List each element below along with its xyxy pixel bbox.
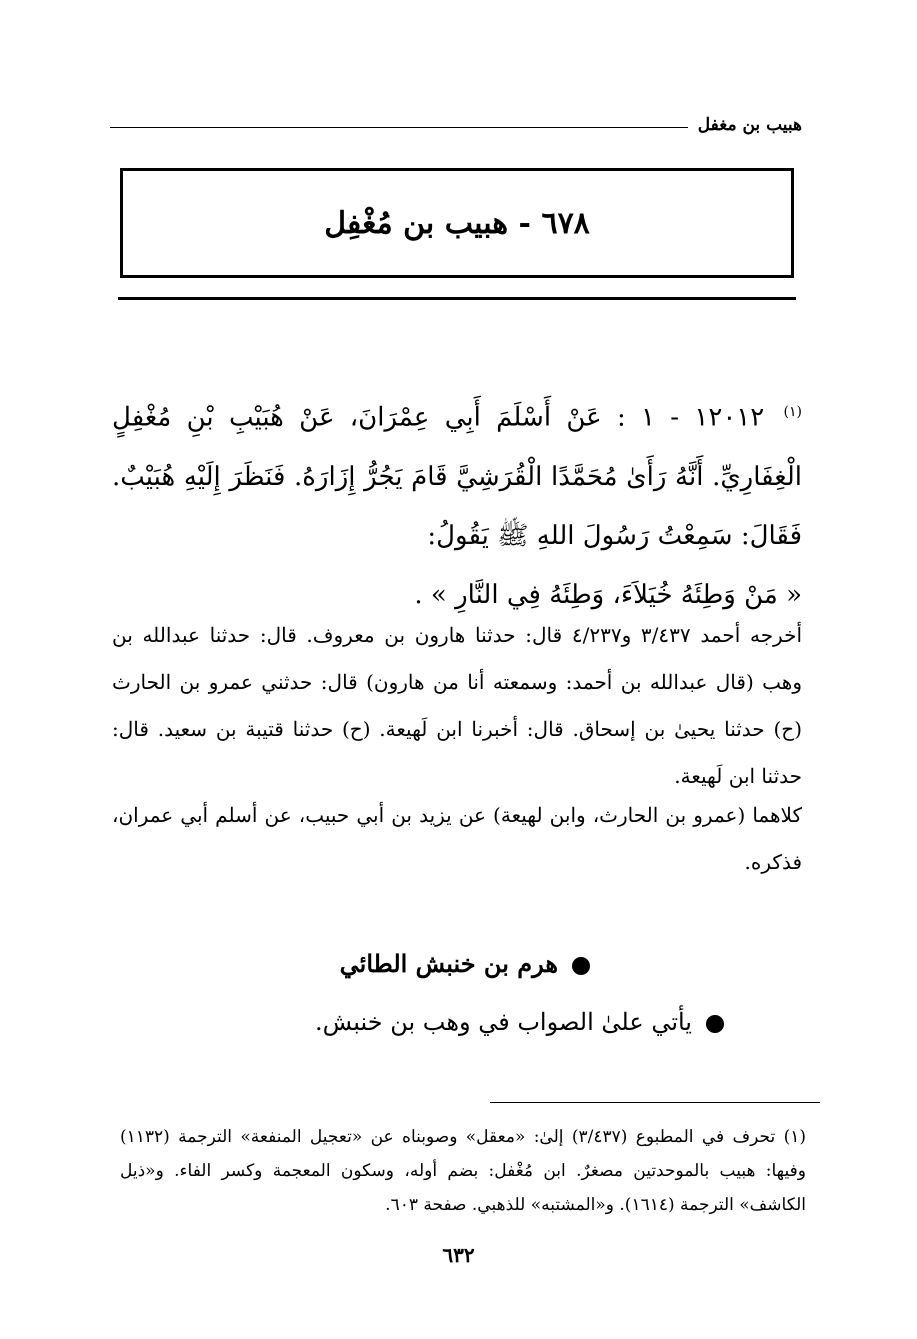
running-head-rule [110, 127, 688, 128]
entry-title-box [120, 168, 794, 278]
cross-reference-text: يأتي علىٰ الصواب في وهب بن خنبش. [315, 1008, 692, 1036]
footnote-marker[interactable]: (١) [783, 404, 802, 420]
prophetic-saying: « مَنْ وَطِئَهُ خُيَلاَءَ، وَطِئَهُ فِي النَّارِ » . [414, 579, 802, 610]
entry-title: ٦٧٨ - هبيب بن مُغْفِل [324, 205, 590, 241]
hadith-text [112, 383, 802, 625]
cross-reference-heading [112, 935, 802, 993]
bullet-icon [706, 1015, 724, 1033]
running-head-title: هبيب بن مغفل [697, 115, 802, 135]
cross-reference-note [112, 993, 802, 1051]
bullet-icon [572, 957, 590, 975]
takhrij-paragraph-1: أخرجه أحمد ٣/٤٣٧ و٤/٢٣٧ قال: حدثنا هارون بن معروف. قال: حدثنا عبدالله بن وهب (قال عبدالله بن أحمد: وسمعته أنا من هارون) قال: حدثني عمرو بن الحارث (ح) حدثنا يحيىٰ بن إسحاق. قال: أخبرنا ابن لَهيعة. (ح) حدثنا قتيبة بن سعيد. قال: حدثنا ابن لَهيعة. [112, 623, 803, 788]
footnote: (١) تحرف في المطبوع (٣/٤٣٧) إلىٰ: «معقل» وصوبناه عن «تعجيل المنفعة» الترجمة (١١٣٢) وفيها: هبيب بالموحدتين مصغرٌ. ابن مُغْفل: بضم أوله، وسكون المعجمة وكسر الفاء. و«ذيل الكاشف» الترجمة (١٦١٤). و«المشتبه» للذهبي. صفحة ٦٠٣. [120, 1127, 806, 1215]
page-number: ٦٣٢ [442, 1243, 475, 1267]
title-divider [118, 297, 796, 300]
takhrij-paragraph-2: كلاهما (عمرو بن الحارث، وابن لهيعة) عن يزيد بن أبي حبيب، عن أسلم أبي عمران، فذكره. [112, 803, 802, 874]
running-head [110, 105, 802, 145]
cross-reference-list [112, 935, 802, 1051]
hadith-body: ١٢٠١٢ - ١ : عَنْ أَسْلَمَ أَبِي عِمْرَانَ، عَنْ هُبَيْبِ بْنِ مُغْفِلٍ الْغِفَارِيِّ. أَنَّهُ رَأَىٰ مُحَمَّدًا الْقُرَشِيَّ قَامَ يَجُرُّ إِزَارَهُ. فَنَظَرَ إِلَيْهِ هُبَيْبٌ. فَقَالَ: سَمِعْتُ رَسُولَ اللهِ ﷺ يَقُولُ: [112, 402, 802, 551]
cross-reference-name: هرم بن خنبش الطائي [339, 949, 558, 978]
footnote-divider [490, 1102, 820, 1103]
